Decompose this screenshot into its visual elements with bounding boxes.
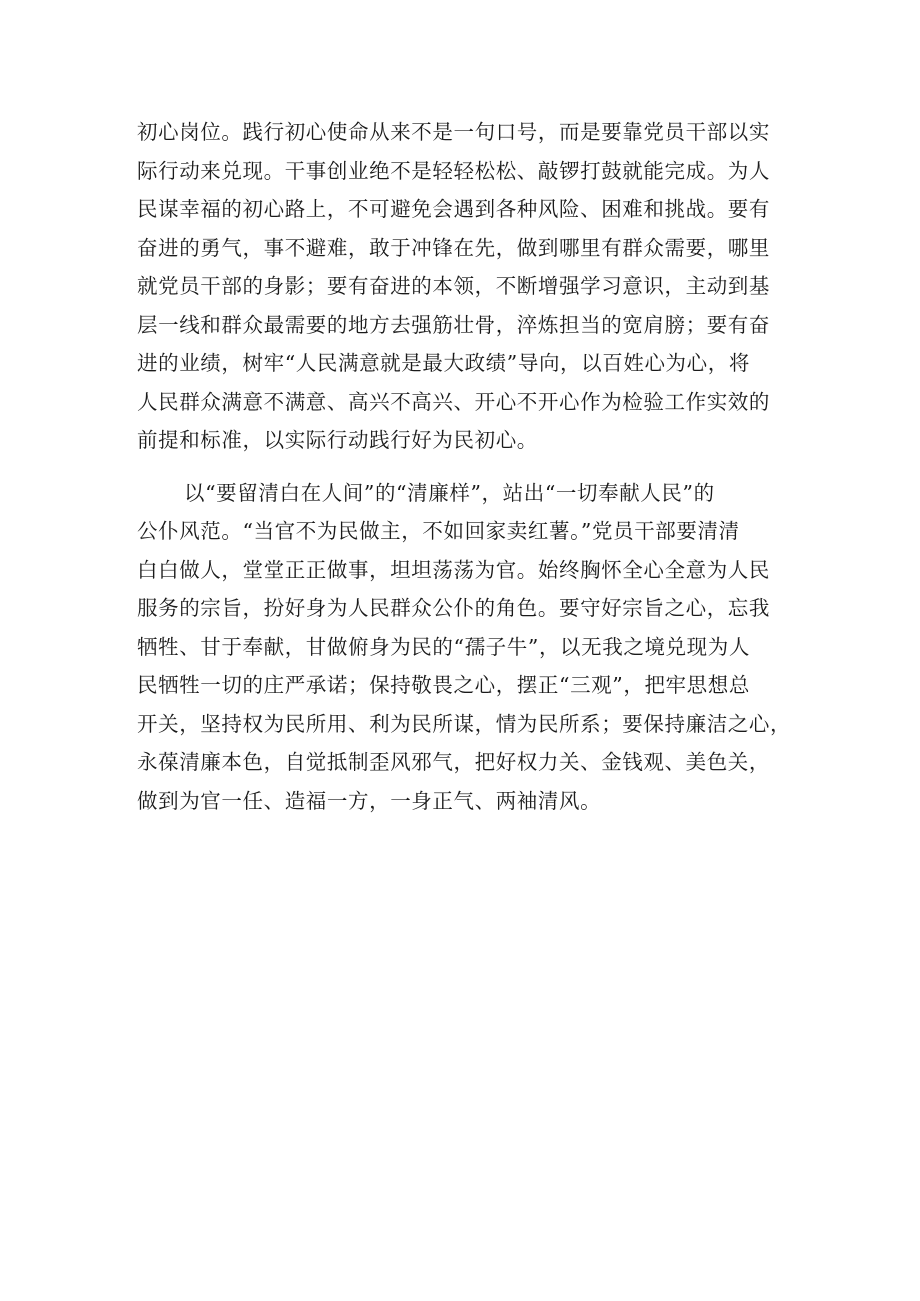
paragraph-1	[137, 113, 797, 460]
paragraph-line: 就党员干部的身影；要有奋进的本领，不断增强学习意识，主动到基	[137, 274, 770, 298]
paragraph-line: 进的业绩，树牢“人民满意就是最大政绩”导向，以百姓心为心，将	[137, 351, 750, 375]
paragraph-line: 人民群众满意不满意、高兴不高兴、开心不开心作为检验工作实效的	[137, 389, 770, 414]
paragraph-line: 牺牲、甘于奉献，甘做俯身为民的“孺子牛”，以无我之境兑现为人	[137, 634, 750, 659]
paragraph-line: 际行动来兑现。干事创业绝不是轻轻松松、敲锣打鼓就能完成。为人	[137, 158, 770, 183]
document-body	[137, 113, 797, 820]
paragraph-first-line: 以“要留清白在人间”的“清廉样”，站出“一切奉献人民”的	[184, 480, 715, 505]
paragraph-line: 前提和标准，以实际行动践行好为民初心。	[137, 428, 538, 452]
paragraph-line: 永葆清廉本色，自觉抵制歪风邪气，把好权力关、金钱观、美色关，	[137, 750, 770, 774]
paragraph-line: 民谋幸福的初心路上，不可避免会遇到各种风险、困难和挑战。要有	[137, 197, 770, 221]
paragraph-line: 层一线和群众最需要的地方去强筋壮骨，淬炼担当的宽肩膀；要有奋	[137, 312, 770, 337]
paragraph-line: 奋进的勇气，事不避难，敢于冲锋在先，做到哪里有群众需要，哪里	[137, 235, 770, 260]
paragraph-line: 做到为官一任、造福一方，一身正气、两袖清风。	[137, 788, 602, 813]
paragraph-line: 初心岗位。践行初心使命从来不是一句口号，而是要靠党员干部以实	[137, 120, 770, 144]
paragraph-line: 白白做人，堂堂正正做事，坦坦荡荡为官。始终胸怀全心全意为人民	[137, 557, 770, 582]
paragraph-line: 开关，坚持权为民所用、利为民所谋，情为民所系；要保持廉洁之心，	[137, 711, 792, 736]
paragraph-line: 服务的宗旨，扮好身为人民群众公仆的角色。要守好宗旨之心，忘我	[137, 596, 770, 620]
paragraph-line: 民牺牲一切的庄严承诺；保持敬畏之心，摆正“三观”，把牢思想总	[137, 673, 750, 697]
paragraph-line: 公仆风范。“当官不为民做主，不如回家卖红薯。”党员干部要清清	[137, 519, 740, 543]
paragraph-2	[137, 474, 797, 821]
